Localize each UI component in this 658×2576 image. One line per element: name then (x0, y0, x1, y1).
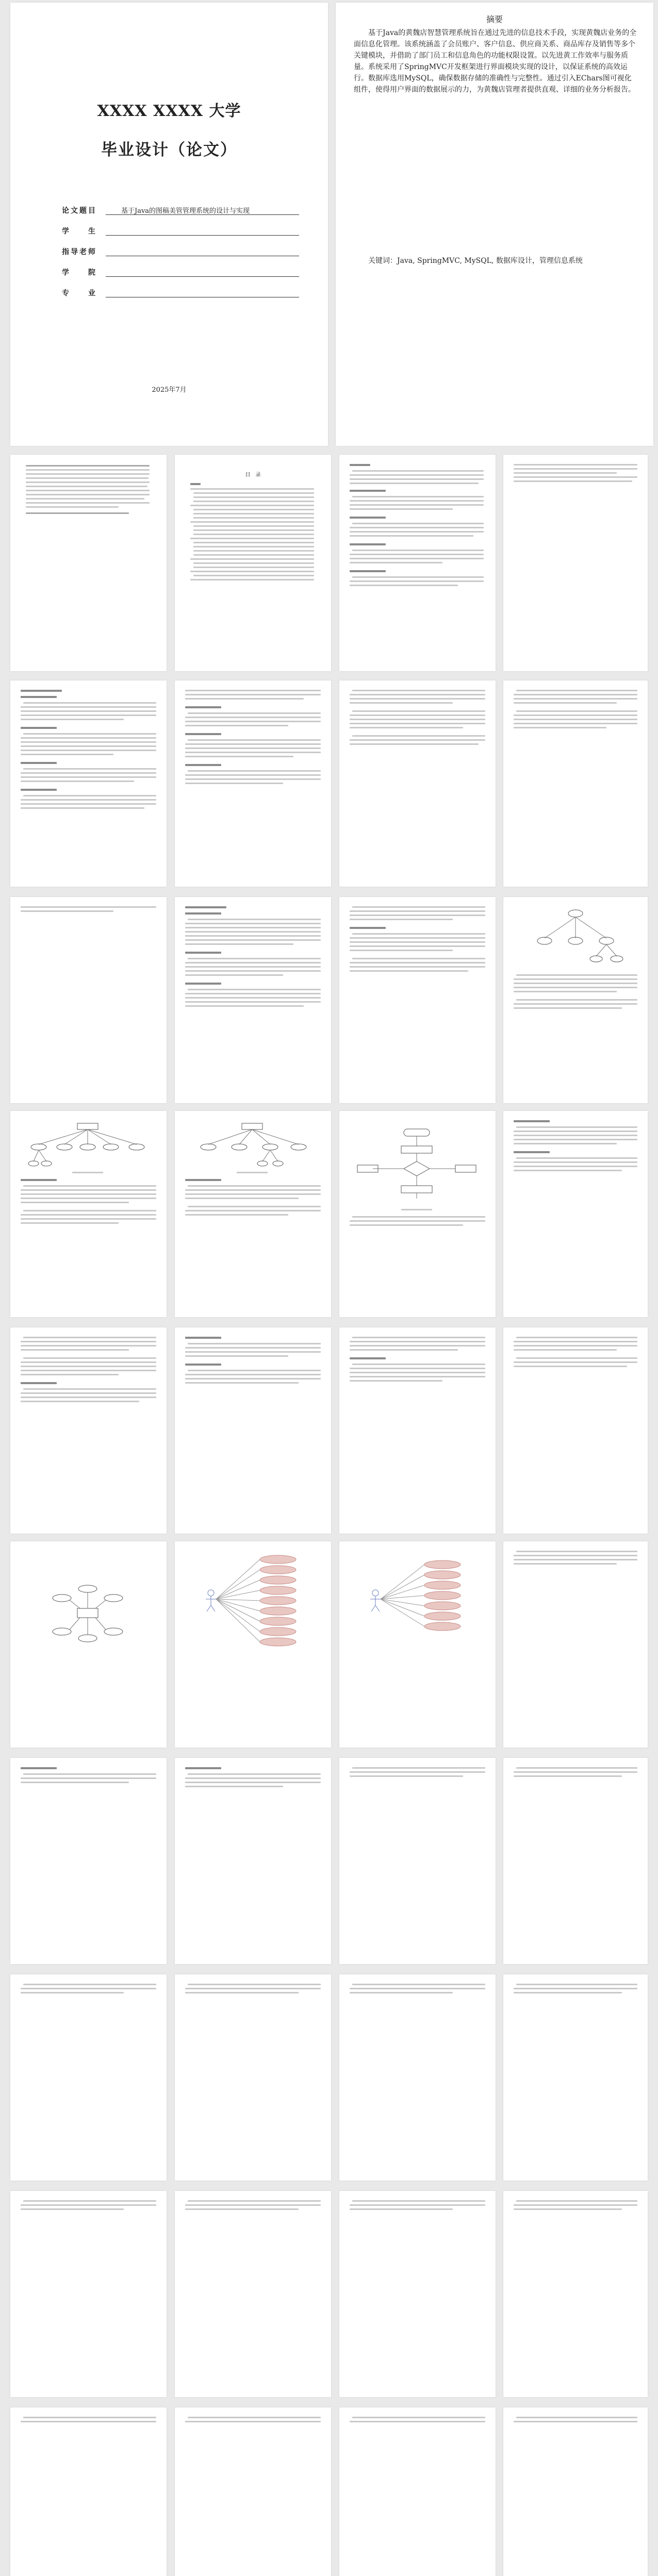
english-abstract-page (10, 455, 167, 671)
text-block (339, 1111, 496, 1317)
toc-page (175, 455, 331, 671)
text-block (339, 897, 496, 1103)
text-block (503, 680, 648, 887)
text-block (10, 1758, 167, 1964)
erd-page-4 (503, 1541, 648, 1748)
text-block (339, 1327, 496, 1534)
abstract-heading: 摘要 (486, 14, 503, 24)
toc-heading: 目 录 (245, 472, 261, 478)
test-page-1 (10, 2191, 167, 2397)
design-page-8 (503, 1327, 648, 1534)
cover-date: 2025年7月 (152, 386, 187, 394)
text-block (10, 2407, 167, 2576)
design-page-1 (10, 1111, 167, 1317)
erd-page-1 (10, 1541, 167, 1748)
analysis-page-1 (10, 897, 167, 1103)
text-block (503, 1974, 648, 2181)
test-page-3 (339, 2191, 496, 2397)
text-block (503, 1541, 648, 1748)
text-block (503, 1111, 648, 1317)
er-diagram (46, 1583, 129, 1644)
cover-fields (62, 205, 299, 308)
text-block (503, 1327, 648, 1534)
text-block (503, 897, 648, 1103)
text-block (339, 2191, 496, 2397)
design-page-5 (10, 1327, 167, 1534)
field-label: 学 生 (62, 227, 97, 236)
text-block (10, 897, 167, 1103)
text-block (175, 1327, 331, 1534)
cover-field-advisor (62, 246, 299, 267)
design-page-3 (339, 1111, 496, 1317)
text-block (339, 680, 496, 887)
cover-field-title (62, 205, 299, 226)
design-page-6 (175, 1327, 331, 1534)
document-type: 毕业设计（论文） (101, 141, 237, 159)
db-design-page-4 (503, 1758, 648, 1964)
erd-page-3 (339, 1541, 496, 1748)
toc-entries (175, 455, 331, 671)
test-page-2 (175, 2191, 331, 2397)
text-block (503, 2191, 648, 2397)
text-block (10, 680, 167, 887)
text-block (175, 1111, 331, 1317)
cover-field-college (62, 267, 299, 288)
db-design-page-2 (175, 1758, 331, 1964)
text-block (175, 680, 331, 887)
appendix-page-3 (339, 2407, 496, 2576)
appendix-page-2 (175, 2407, 331, 2576)
design-page-2 (175, 1111, 331, 1317)
analysis-page-2 (175, 897, 331, 1103)
text-block (10, 1974, 167, 2181)
text-block (175, 1758, 331, 1964)
text-block (10, 2191, 167, 2397)
text-block (339, 1974, 496, 2181)
cover-field-student (62, 226, 299, 246)
abstract-body: 基于Java的黄魏店智慧管理系统旨在通过先进的信息技术手段，实现黄魏店业务的全面信息化管理。该系统涵盖了会员账户、客户信息、供应商关系、商品库存及销售等多个关键模块，并借助了部门员工和信息角色的功能权限设置。以先进黄工作效率与服务质量。系统采用了SpringMVC开发框架进行界面模块实现的设计，以保证系统的高效运行。数据库选用MySQL，确保数据存储的准确性与完整性。通过引入EChars图可视化组件，使得用户界面的数据展示的力，为黄魏店管理者提供直观、详细的业务分析报告。 (354, 29, 637, 94)
text-block (339, 1758, 496, 1964)
design-page-4 (503, 1111, 648, 1317)
chapter1-page (339, 455, 496, 671)
text-block (10, 1111, 167, 1317)
chapter1-cont-page (503, 455, 648, 671)
field-value: 基于Java的图稿美管管理系统的设计与实现 (121, 207, 250, 215)
text-block (175, 1974, 331, 2181)
tech-page-1 (10, 680, 167, 887)
field-underline (106, 276, 299, 277)
abstract-page (336, 3, 653, 446)
university-name: XXXX XXXX 大学 (97, 102, 241, 120)
field-label: 论文题目 (62, 207, 97, 215)
text-block (175, 2407, 331, 2576)
text-block (10, 1327, 167, 1534)
cover-page (10, 3, 328, 446)
design-page-7 (339, 1327, 496, 1534)
analysis-page-3 (339, 897, 496, 1103)
impl-page-1 (10, 1974, 167, 2181)
cover-field-major (62, 288, 299, 308)
use-case-diagram (195, 1552, 314, 1655)
impl-page-4 (503, 1974, 648, 2181)
text-block (339, 455, 496, 671)
text-block (503, 2407, 648, 2576)
impl-page-2 (175, 1974, 331, 2181)
use-case-diagram-2 (360, 1557, 479, 1639)
text-block (503, 455, 648, 671)
text-block (175, 2191, 331, 2397)
text-block (503, 1758, 648, 1964)
tech-page-4 (503, 680, 648, 887)
field-label: 指导老师 (62, 248, 97, 256)
tech-page-3 (339, 680, 496, 887)
field-label: 专 业 (62, 289, 97, 297)
text-block (339, 2407, 496, 2576)
erd-page-2 (175, 1541, 331, 1748)
appendix-page-1 (10, 2407, 167, 2576)
field-underline (106, 235, 299, 236)
db-design-page-1 (10, 1758, 167, 1964)
analysis-page-4 (503, 897, 648, 1103)
tech-page-2 (175, 680, 331, 887)
db-design-page-3 (339, 1758, 496, 1964)
field-label: 学 院 (62, 269, 97, 277)
abstract-keywords: 关键词：Java, SpringMVC, MySQL, 数据库设计，管理信息系统 (368, 257, 583, 265)
appendix-page-4 (503, 2407, 648, 2576)
text-block (10, 455, 167, 671)
impl-page-3 (339, 1974, 496, 2181)
test-page-4 (503, 2191, 648, 2397)
text-block (175, 897, 331, 1103)
